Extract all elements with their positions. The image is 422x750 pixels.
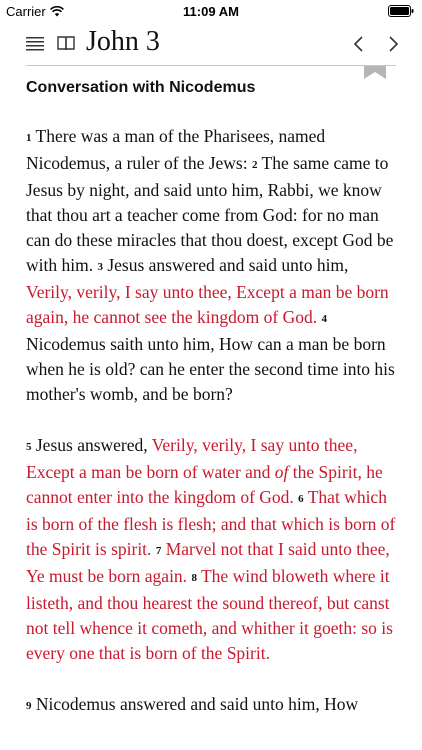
words-of-jesus: Verily, verily, I say unto thee, Except a man be born again, he cannot see the kingdom of God. (26, 282, 389, 327)
nav-bar (0, 22, 422, 66)
carrier-label: Carrier (6, 4, 46, 19)
words-of-jesus: Marvel not that I said unto thee, Ye must be born again. (26, 539, 390, 586)
verse-number[interactable]: 2 (251, 159, 258, 171)
words-of-jesus: Verily, verily, I say unto thee, Except a man be born of water and (26, 435, 358, 482)
verse-text: There was a man of the Pharisees, named Nicodemus, a ruler of the Jews: (26, 126, 326, 173)
verse-number[interactable]: 6 (298, 493, 304, 505)
paragraph-3 (26, 692, 398, 719)
verse-text: Jesus answered, (31, 435, 152, 455)
status-time: 11:09 AM (183, 4, 239, 19)
verse-number[interactable]: 8 (191, 572, 197, 584)
verse-number[interactable]: 5 (26, 441, 32, 453)
verse-number[interactable]: 7 (155, 545, 162, 557)
verse-text: Nicodemus answered and said unto him, How (31, 694, 359, 714)
section-heading: Conversation with Nicodemus (26, 79, 256, 96)
words-of-jesus: That which is born of the flesh is flesh; and that which is born of the Spirit is spirit. (26, 487, 396, 559)
book-icon[interactable] (57, 35, 75, 51)
paragraph-2 (26, 433, 398, 666)
words-of-jesus: The wind bloweth where it listeth, and thou hearest the sound thereof, but canst not tell whence it cometh, and whither it goeth: so is every one that is born of the Spirit. (26, 566, 393, 663)
chapter-title[interactable]: John 3 (86, 26, 160, 57)
chevron-right-icon[interactable] (386, 34, 400, 54)
nav-divider (26, 65, 396, 66)
verse-text: The same came to Jesus by night, and said unto him, Rabbi, we know that thou art a teacher come from God: for no man can do these miracles that thou doest, except God be with him. (26, 153, 394, 275)
menu-icon[interactable] (26, 36, 44, 52)
verse-text: Jesus answered and said unto him, (102, 255, 349, 275)
words-of-jesus: the Spirit, he cannot enter into the kingdom of God. (26, 462, 383, 507)
status-bar (0, 0, 422, 22)
battery-icon (388, 5, 414, 17)
verse-number[interactable]: 3 (97, 261, 103, 273)
verse-number[interactable]: 9 (26, 700, 32, 712)
verse-number[interactable]: 4 (321, 313, 327, 325)
chevron-left-icon[interactable] (352, 34, 366, 54)
paragraph-1 (26, 124, 398, 407)
chapter-content (26, 76, 398, 745)
verse-number[interactable]: 1 (26, 132, 32, 144)
words-of-jesus-italic: of (274, 462, 289, 482)
verse-text: Nicodemus saith unto him, How can a man be born when he is old? can he enter the second time into his mother's womb, and be born? (26, 334, 395, 404)
